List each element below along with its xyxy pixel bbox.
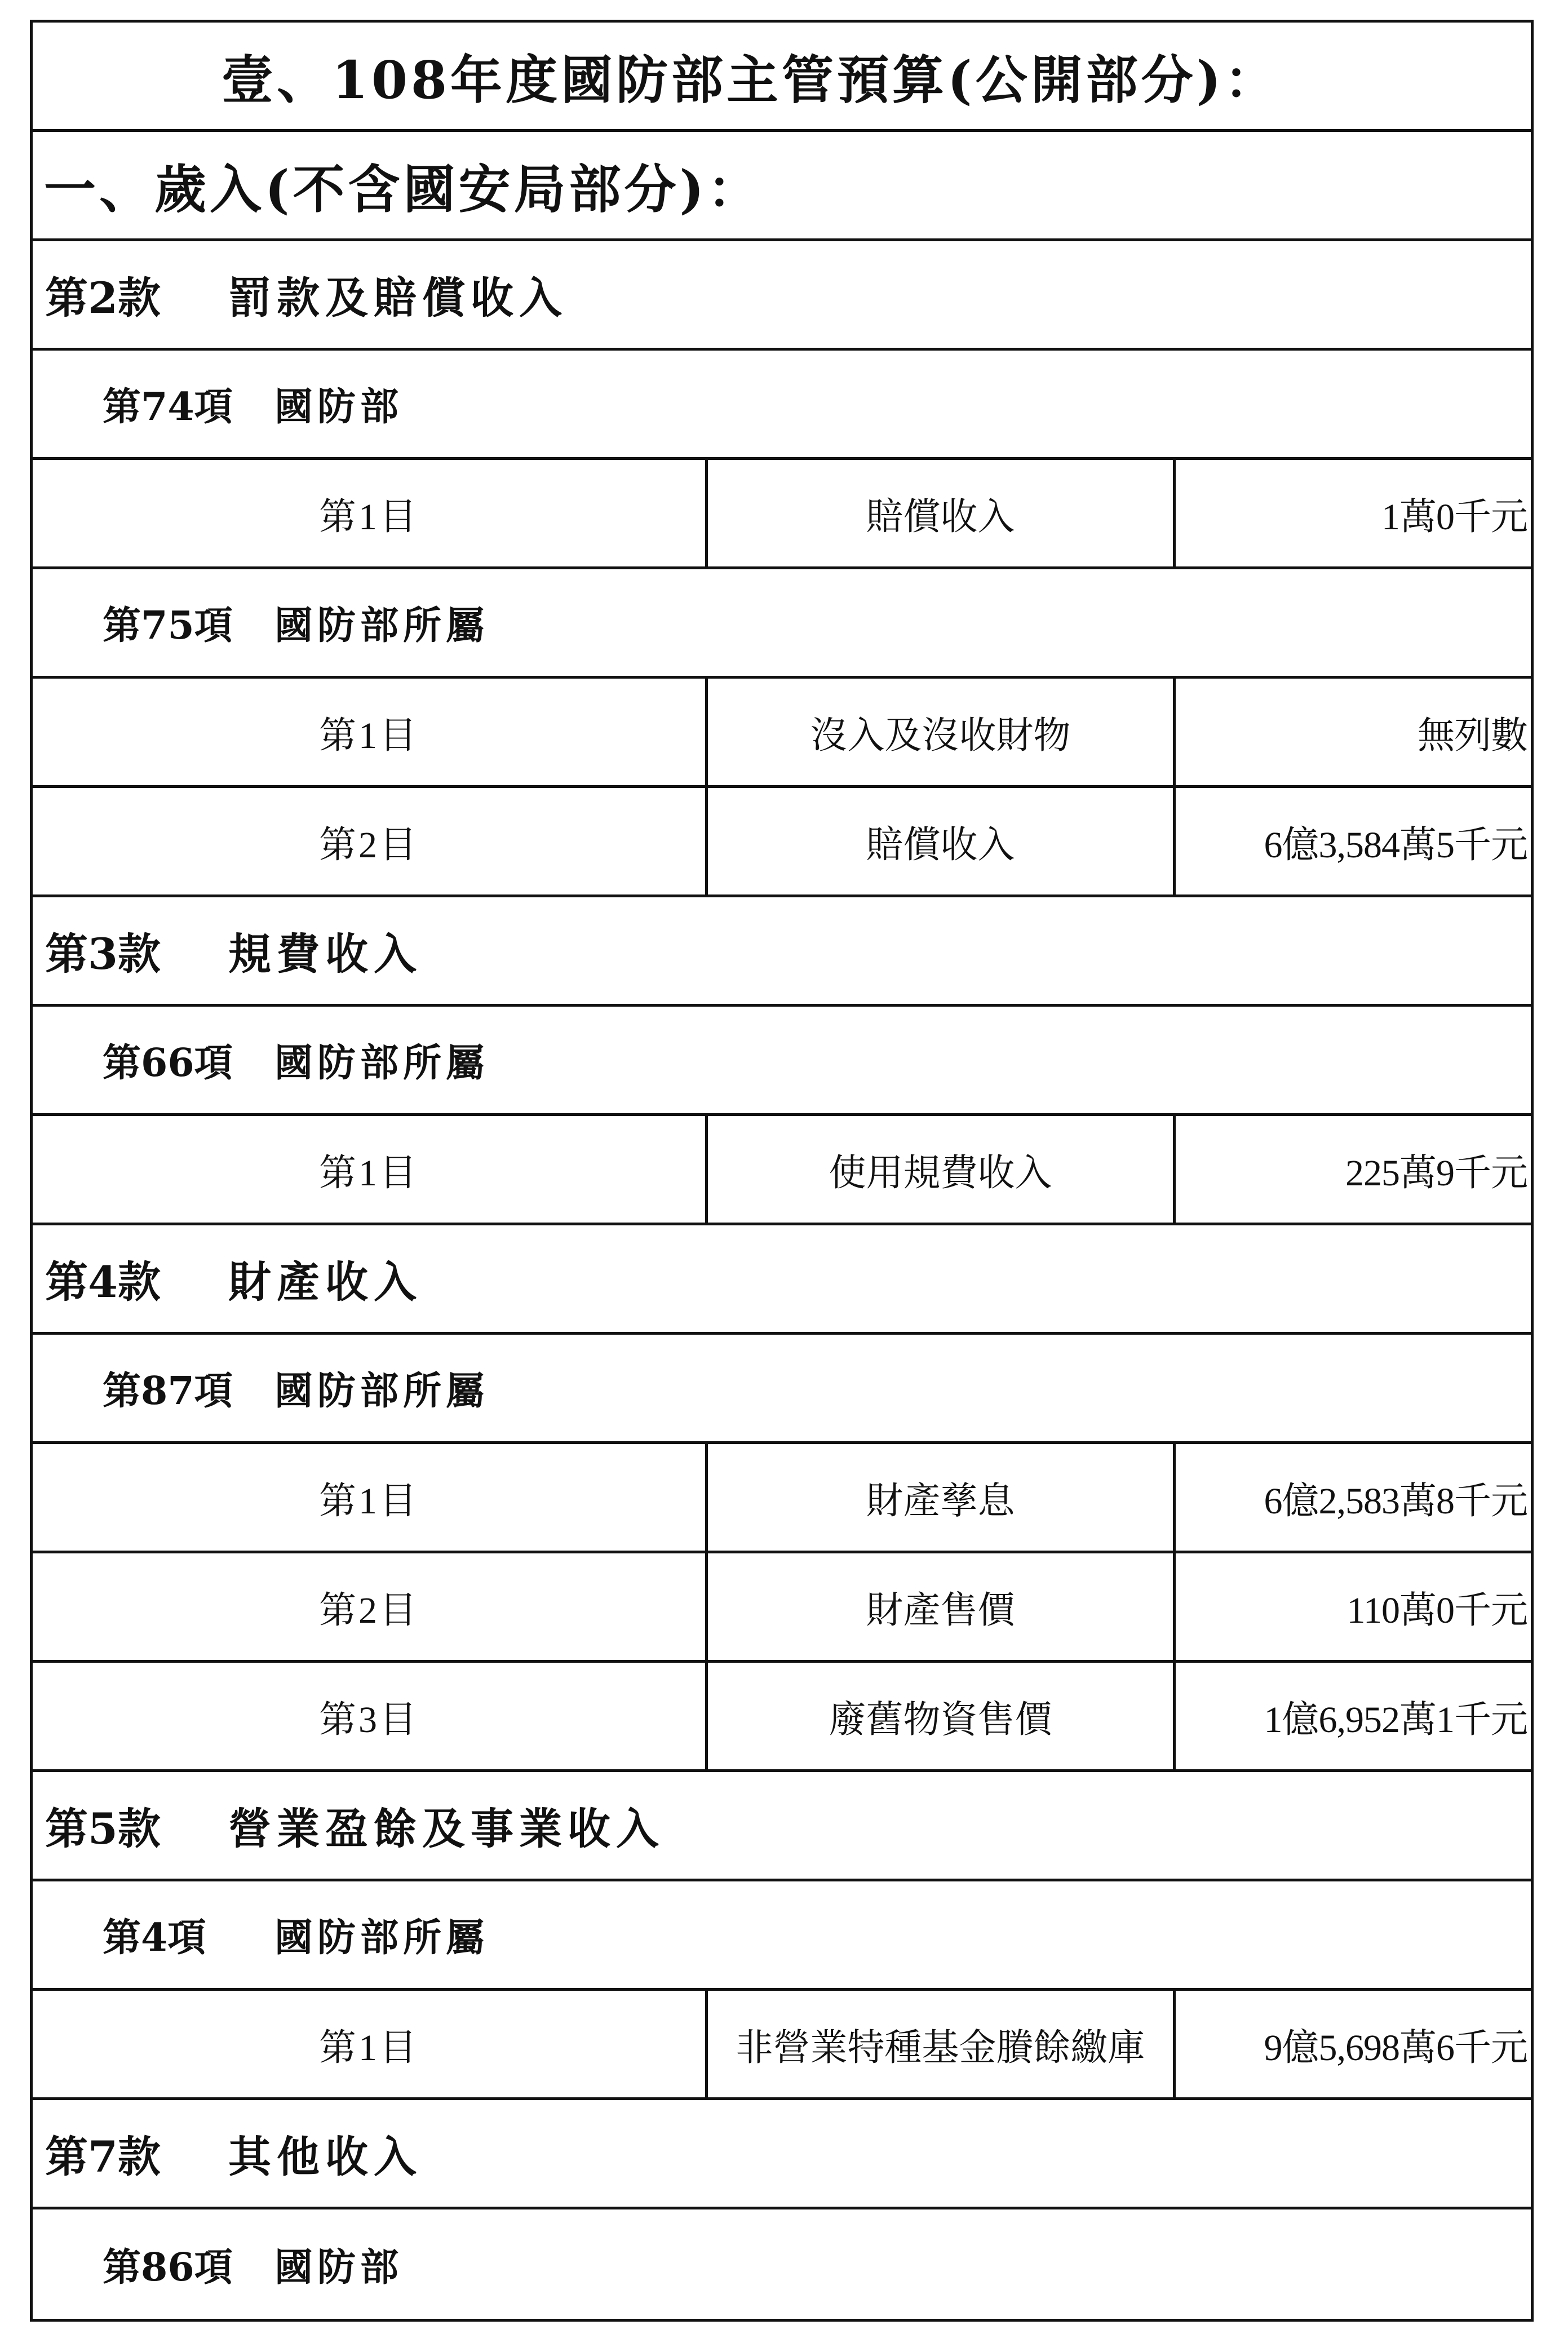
xiang-name: 國防部 <box>274 384 404 429</box>
item-name-cell: 沒入及沒收財物 <box>708 679 1176 785</box>
xiang-heading-row <box>33 1881 1531 1991</box>
amount-cell: 1億6,952萬1千元 <box>1264 1699 1527 1741</box>
table-row <box>33 1116 1531 1225</box>
xiang-heading-row <box>33 351 1531 460</box>
xiang-number: 第75項 <box>103 603 233 648</box>
table-row <box>33 1663 1531 1772</box>
mu-number-cell: 第3目 <box>33 1663 708 1769</box>
amount-cell: 225萬9千元 <box>1345 1153 1527 1194</box>
xiang-heading-row <box>33 2209 1531 2319</box>
item-name-cell: 賠償收入 <box>708 460 1176 566</box>
page-title: 壹、108年度國防部主管預算(公開部分)： <box>222 49 1280 110</box>
kuan-heading-row <box>33 897 1531 1007</box>
xiang-heading-row <box>33 1335 1531 1444</box>
kuan-heading <box>45 2123 422 2184</box>
xiang-name: 國防部 <box>274 2244 404 2290</box>
kuan-heading-row <box>33 1225 1531 1335</box>
mu-number-cell: 第1目 <box>33 679 708 785</box>
item-name-cell: 廢舊物資售價 <box>708 1663 1176 1769</box>
xiang-heading <box>103 595 489 650</box>
item-name-cell: 財產售價 <box>708 1553 1176 1660</box>
kuan-name: 罰款及賠償收入 <box>228 273 568 323</box>
table-row <box>33 1991 1531 2100</box>
xiang-name: 國防部所屬 <box>274 1040 489 1086</box>
kuan-number: 第5款 <box>45 1804 161 1854</box>
kuan-heading <box>45 1248 422 1309</box>
amount-cell: 6億3,584萬5千元 <box>1264 825 1527 866</box>
table-row <box>33 788 1531 897</box>
xiang-number: 第74項 <box>103 384 233 429</box>
xiang-heading-row <box>33 569 1531 679</box>
section-heading: 一、歲入(不含國安局部分)： <box>44 158 763 220</box>
kuan-name: 營業盈餘及事業收入 <box>228 1804 665 1854</box>
xiang-heading <box>103 1033 489 1087</box>
kuan-heading-row <box>33 241 1531 351</box>
xiang-name: 國防部所屬 <box>274 603 489 648</box>
table-row <box>33 1553 1531 1663</box>
item-name-cell: 使用規費收入 <box>708 1116 1176 1223</box>
xiang-heading <box>103 2237 403 2292</box>
kuan-heading <box>45 920 422 981</box>
amount-cell: 無列數 <box>1418 715 1527 756</box>
xiang-number: 第87項 <box>103 1369 233 1414</box>
xiang-name: 國防部所屬 <box>274 1369 489 1414</box>
kuan-name: 財產收入 <box>228 1257 422 1307</box>
xiang-number: 第86項 <box>103 2244 233 2290</box>
item-name-cell: 賠償收入 <box>708 788 1176 894</box>
item-name-cell: 財產孳息 <box>708 1444 1176 1551</box>
xiang-heading <box>103 1907 489 1962</box>
kuan-name: 其他收入 <box>228 2132 422 2182</box>
kuan-number: 第7款 <box>45 2132 161 2182</box>
budget-table <box>30 20 1534 2322</box>
amount-cell: 6億2,583萬8千元 <box>1264 1481 1527 1522</box>
kuan-heading-row <box>33 2100 1531 2209</box>
kuan-number: 第2款 <box>45 273 161 323</box>
kuan-name: 規費收入 <box>228 929 422 979</box>
mu-number-cell: 第1目 <box>33 1116 708 1223</box>
xiang-number: 第4項 <box>103 1915 206 1960</box>
mu-number-cell: 第1目 <box>33 1991 708 2097</box>
table-row <box>33 679 1531 788</box>
kuan-heading <box>45 1795 665 1856</box>
amount-cell: 1萬0千元 <box>1381 497 1527 538</box>
xiang-heading <box>103 1361 489 1415</box>
table-row <box>33 460 1531 569</box>
title-row <box>33 23 1531 132</box>
kuan-heading-row <box>33 1772 1531 1881</box>
amount-cell: 9億5,698萬6千元 <box>1264 2027 1527 2069</box>
amount-cell: 110萬0千元 <box>1346 1590 1527 1631</box>
mu-number-cell: 第1目 <box>33 460 708 566</box>
mu-number-cell: 第2目 <box>33 788 708 894</box>
kuan-heading <box>45 264 568 325</box>
kuan-number: 第3款 <box>45 929 161 979</box>
xiang-heading <box>103 377 403 431</box>
mu-number-cell: 第1目 <box>33 1444 708 1551</box>
item-name-cell: 非營業特種基金賸餘繳庫 <box>708 1991 1176 2097</box>
xiang-number: 第66項 <box>103 1040 233 1086</box>
table-row <box>33 1444 1531 1553</box>
kuan-number: 第4款 <box>45 1257 161 1307</box>
xiang-heading-row <box>33 1007 1531 1116</box>
xiang-name: 國防部所屬 <box>274 1915 489 1960</box>
section-heading-row <box>33 132 1531 241</box>
mu-number-cell: 第2目 <box>33 1553 708 1660</box>
